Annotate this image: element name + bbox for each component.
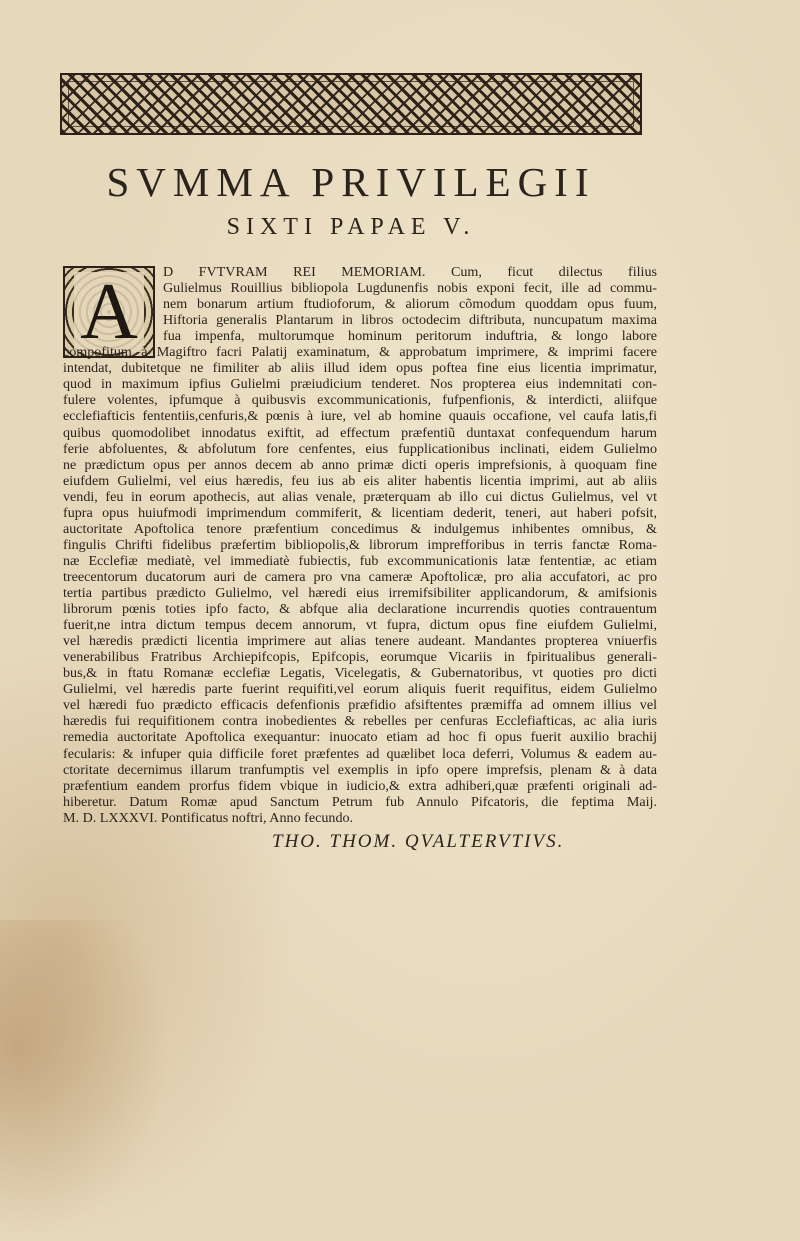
text-line: ecclefiafticis fententiis,cenfuris,& pœnis à iure, vel ab homine quauis occafione, vel caufa latis,fi	[63, 408, 657, 425]
text-line: ne prædictum opus per annos decem ab anno primæ dicti operis imprefsionis, à quoquam fine	[63, 456, 657, 473]
text-line: Gulielmi, vel hæredis parte fuerint requifiti,vel eorum aliquis fuerit requifitus, eidem Gulielmo	[63, 681, 657, 698]
text-line: hiberetur. Datum Romæ apud Sanctum Petrum fub Annulo Pifcatoris, die feptima Maij.	[63, 793, 657, 810]
text-line: fingulis Chrifti fidelibus præfertim bibliopolis,& librorum imprefforibus in terris fanctæ Roma-	[63, 536, 657, 553]
text-line: compofitum à Magiftro facri Palatij examinatum, & approbatum imprimere, & imprimi facere	[63, 344, 657, 361]
text-line: vendi, feu in eorum apothecis, aut alias venale, præterquam ab illo cui dictus Gulielmus, vel vt	[63, 488, 657, 505]
text-line: fupra opus huiufmodi imprimendum commiferit, & licentiam dederit, teneri, aut haberi pofsit,	[63, 504, 657, 521]
text-line: remedia auctoritate Apoftolica exequantur: inuocato etiam ad hoc fi opus fuerit auxilio brachij	[63, 729, 657, 746]
text-line: ctoritate decernimus illarum tranfumptis vel exemplis in ipfo opere imprefsis, plenam & à data	[63, 761, 657, 778]
signature: THO. THOM. QVALTERVTIVS.	[272, 831, 565, 852]
text-line: Gulielmus Rouillius bibliopola Lugdunenfis nobis exponi fecit, ille ad commu-	[163, 280, 657, 297]
text-line: bus,& in ftatu Romanæ ecclefiæ Legatis, Vicelegatis, & Gubernatoribus, vt quoties pro dicti	[63, 665, 657, 682]
text-line: M. D. LXXXVI. Pontificatus noftri, Anno fecundo.	[63, 809, 354, 826]
text-line: nem bonarum artium ftudioforum, & aliorum cõmodum quoddam opus fuum,	[163, 296, 657, 313]
initial-letter: A	[74, 272, 144, 352]
text-line: fua impenfa, multorumque hominum peritorum induftria, & longo labore	[163, 328, 657, 345]
text-line: treecentorum ducatorum auri de camera pro vna cameræ Apoftolicæ, pro alia accufatori, ac pro	[63, 568, 657, 585]
text-line: hæredis fui requifitionem contra inobedientes & rebelles per cenfuras Ecclefiafticas, ac alia iuris	[63, 713, 657, 730]
text-line: ferie abfoluentes, & abfolutum fore cenfentes, eius fupplicationibus inclinati, eidem Gulielmo	[63, 440, 657, 457]
text-line: fulere volentes, ipfumque à quibusvis excommunicationis, fufpenfionis, & interdicti, aliifque	[63, 392, 657, 409]
text-line: quod in maximum ipfius Gulielmi præiudicium tenderet. Nos propterea eius indemnitati con-	[63, 376, 657, 393]
text-line: eiufdem Gulielmi, vel eius hæredis, feu ius ab eis aliter habentis licentia imprimi, aut ab aliis	[63, 472, 657, 489]
text-line: fuerit,ne intra dictum tempus decem annorum, vt fupra, dictum opus fine eiufdem Gulielmi,	[63, 617, 657, 634]
text-line: vel hæredis prædicti licentia imprimere aut alias tenere audeant. Mandantes propterea vniuerfis	[63, 633, 657, 650]
text-line: auctoritate Apoftolica tenore præfentium concedimus & indulgemus inhibentes omnibus, &	[63, 520, 657, 537]
text-line: næ Ecclefiæ mediatè, vel immediatè fubiectis, fub excommunicationis latæ fententiæ, ac etiam	[63, 552, 657, 569]
text-line: intendat, dubitetque ne fimiliter ab aliis illud idem opus poftea fine eius licentia imprimatur,	[63, 360, 657, 377]
text-line: venerabilibus Fratribus Archiepifcopis, Epifcopis, eorumque Vicariis in fpiritualibus generali-	[63, 649, 657, 666]
text-line: fecularis: & infuper quia difficile foret præfentes ad quælibet loca deferri, Volumus & eadem au-	[63, 745, 657, 762]
text-line: librorum pœnis toties ipfo facto, & abfque alia declaratione incurrendis quoties contrauentum	[63, 601, 657, 618]
text-line: quibus quomodolibet innodatus exiftit, ad effectum præfentiũ duntaxat confequendum harum	[63, 424, 657, 441]
text-line: vel hæredi fuo prædicto efficacis defenfionis præfidio afsiftentes præmiffa ad omnem illius vel	[63, 697, 657, 714]
text-line: tertia partibus prædicto Gulielmo, vel hæredi eius irremifsibiliter applicandorum, & amifsionis	[63, 585, 657, 601]
page-subtitle: SIXTI PAPAE V.	[226, 214, 476, 240]
text-line: præfentium eandem prorfus fidem vbique in iudicio,& extra adhiberi,quæ præfenti originali ad-	[63, 777, 657, 794]
text-line: D FVTVRAM REI MEMORIAM. Cum, ficut dilectus filius	[163, 264, 657, 280]
page-title: SVMMA PRIVILEGII	[106, 159, 596, 205]
text-line: Hiftoria generalis Plantarum in libros octodecim diftributa, nuncupatum maxima	[163, 312, 657, 329]
water-stain	[0, 920, 170, 1240]
ornamental-header-banner	[60, 73, 642, 135]
